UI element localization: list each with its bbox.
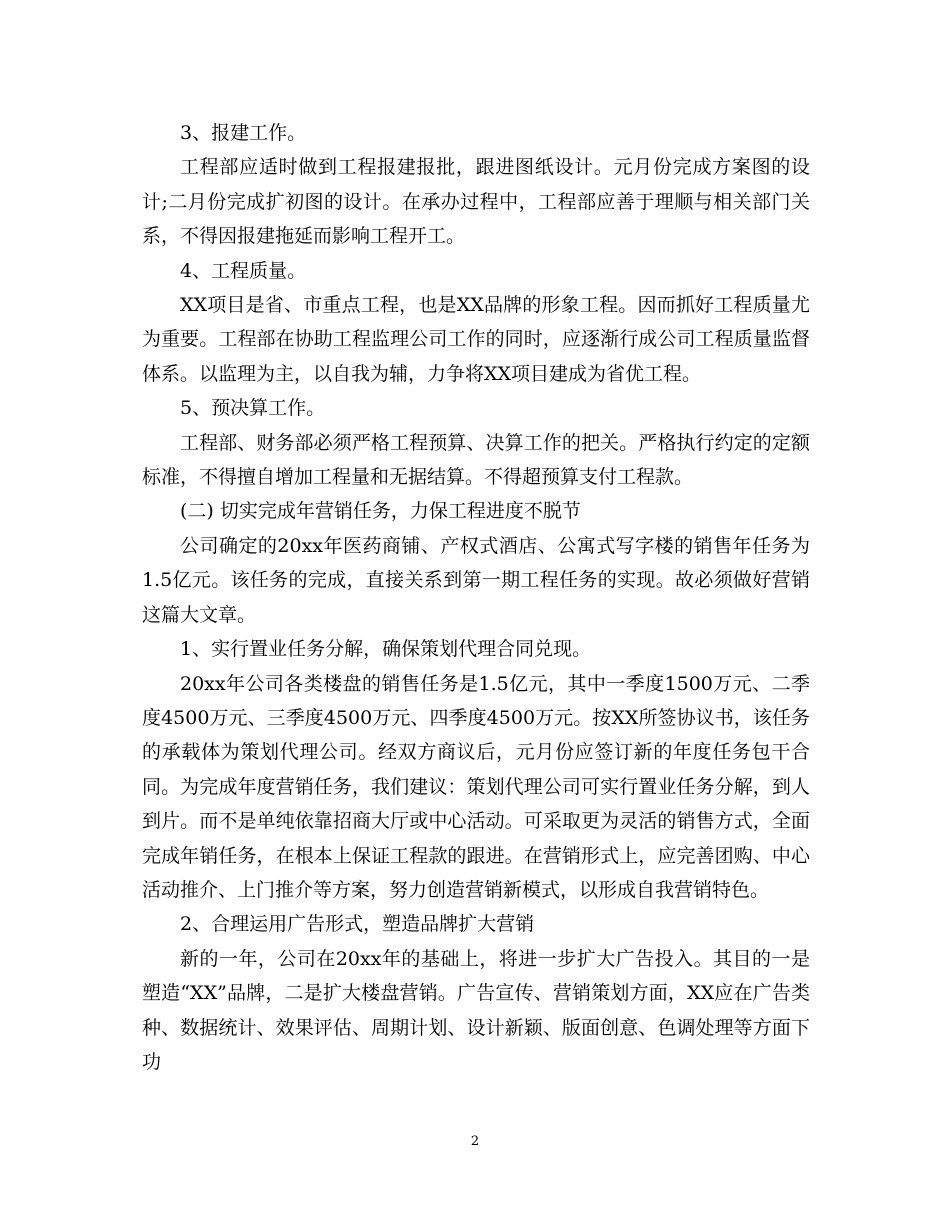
paragraph-sales-target: 公司确定的20xx年医药商铺、产权式酒店、公寓式写字楼的销售年任务为1.5亿元。该任务的完成，直接关系到第一期工程任务的实现。故必须做好营销这篇大文章。 xyxy=(142,534,810,626)
section-heading-permit: 3、报建工作。 xyxy=(180,122,307,144)
paragraph-budget: 工程部、财务部必须严格工程预算、决算工作的把关。严格执行约定的定额标准，不得擅自增加工程量和无据结算。不得超预算支付工程款。 xyxy=(142,431,810,489)
paragraph-quality: XX项目是省、市重点工程，也是XX品牌的形象工程。因而抓好工程质量尤为重要。工程部在协助工程监理公司工作的同时，应逐渐行成公司工程质量监督体系。以监理为主，以自我为辅，力争将XX项目建成为省优工程。 xyxy=(142,294,810,385)
chapter-heading-marketing: (二) 切实完成年营销任务，力保工程进度不脱节 xyxy=(180,500,581,523)
section-heading-quality: 4、工程质量。 xyxy=(180,259,307,282)
paragraph-advertising: 新的一年，公司在20xx年的基础上，将进一步扩大广告投入。其目的一是塑造“XX”品牌，二是扩大楼盘营销。广告宣传、营销策划方面，XX应在广告类种、数据统计、效果评估、周期计划、设计新颖、版面创意、色调处理等方面下功 xyxy=(142,947,810,1073)
section-heading-advertising: 2、合理运用广告形式，塑造品牌扩大营销 xyxy=(180,913,535,936)
section-heading-task-breakdown: 1、实行置业任务分解，确保策划代理合同兑现。 xyxy=(180,638,592,661)
paragraph-permit: 工程部应适时做到工程报建报批，跟进图纸设计。元月份完成方案图的设计;二月份完成扩初图的设计。在承办过程中，工程部应善于理顺与相关部门关系，不得因报建拖延而影响工程开工。 xyxy=(142,156,810,248)
section-heading-budget: 5、预决算工作。 xyxy=(180,397,326,420)
page-number: 2 xyxy=(470,1134,480,1149)
document-body xyxy=(142,116,810,1079)
paragraph-task-breakdown: 20xx年公司各类楼盘的销售任务是1.5亿元，其中一季度1500万元、二季度4500万元、三季度4500万元、四季度4500万元。按XX所签协议书，该任务的承载体为策划代理公司。经双方商议后，元月份应签订新的年度任务包干合同。为完成年度营销任务，我们建议：策划代理公司可实行置业任务分解，到人到片。而不是单纯依靠招商大厅或中心活动。可采取更为灵活的销售方式，全面完成年销任务，在根本上保证工程款的跟进。在营销形式上，应完善团购、中心活动推介、上门推介等方案，努力创造营销新模式，以形成自我营销特色。 xyxy=(142,672,810,901)
